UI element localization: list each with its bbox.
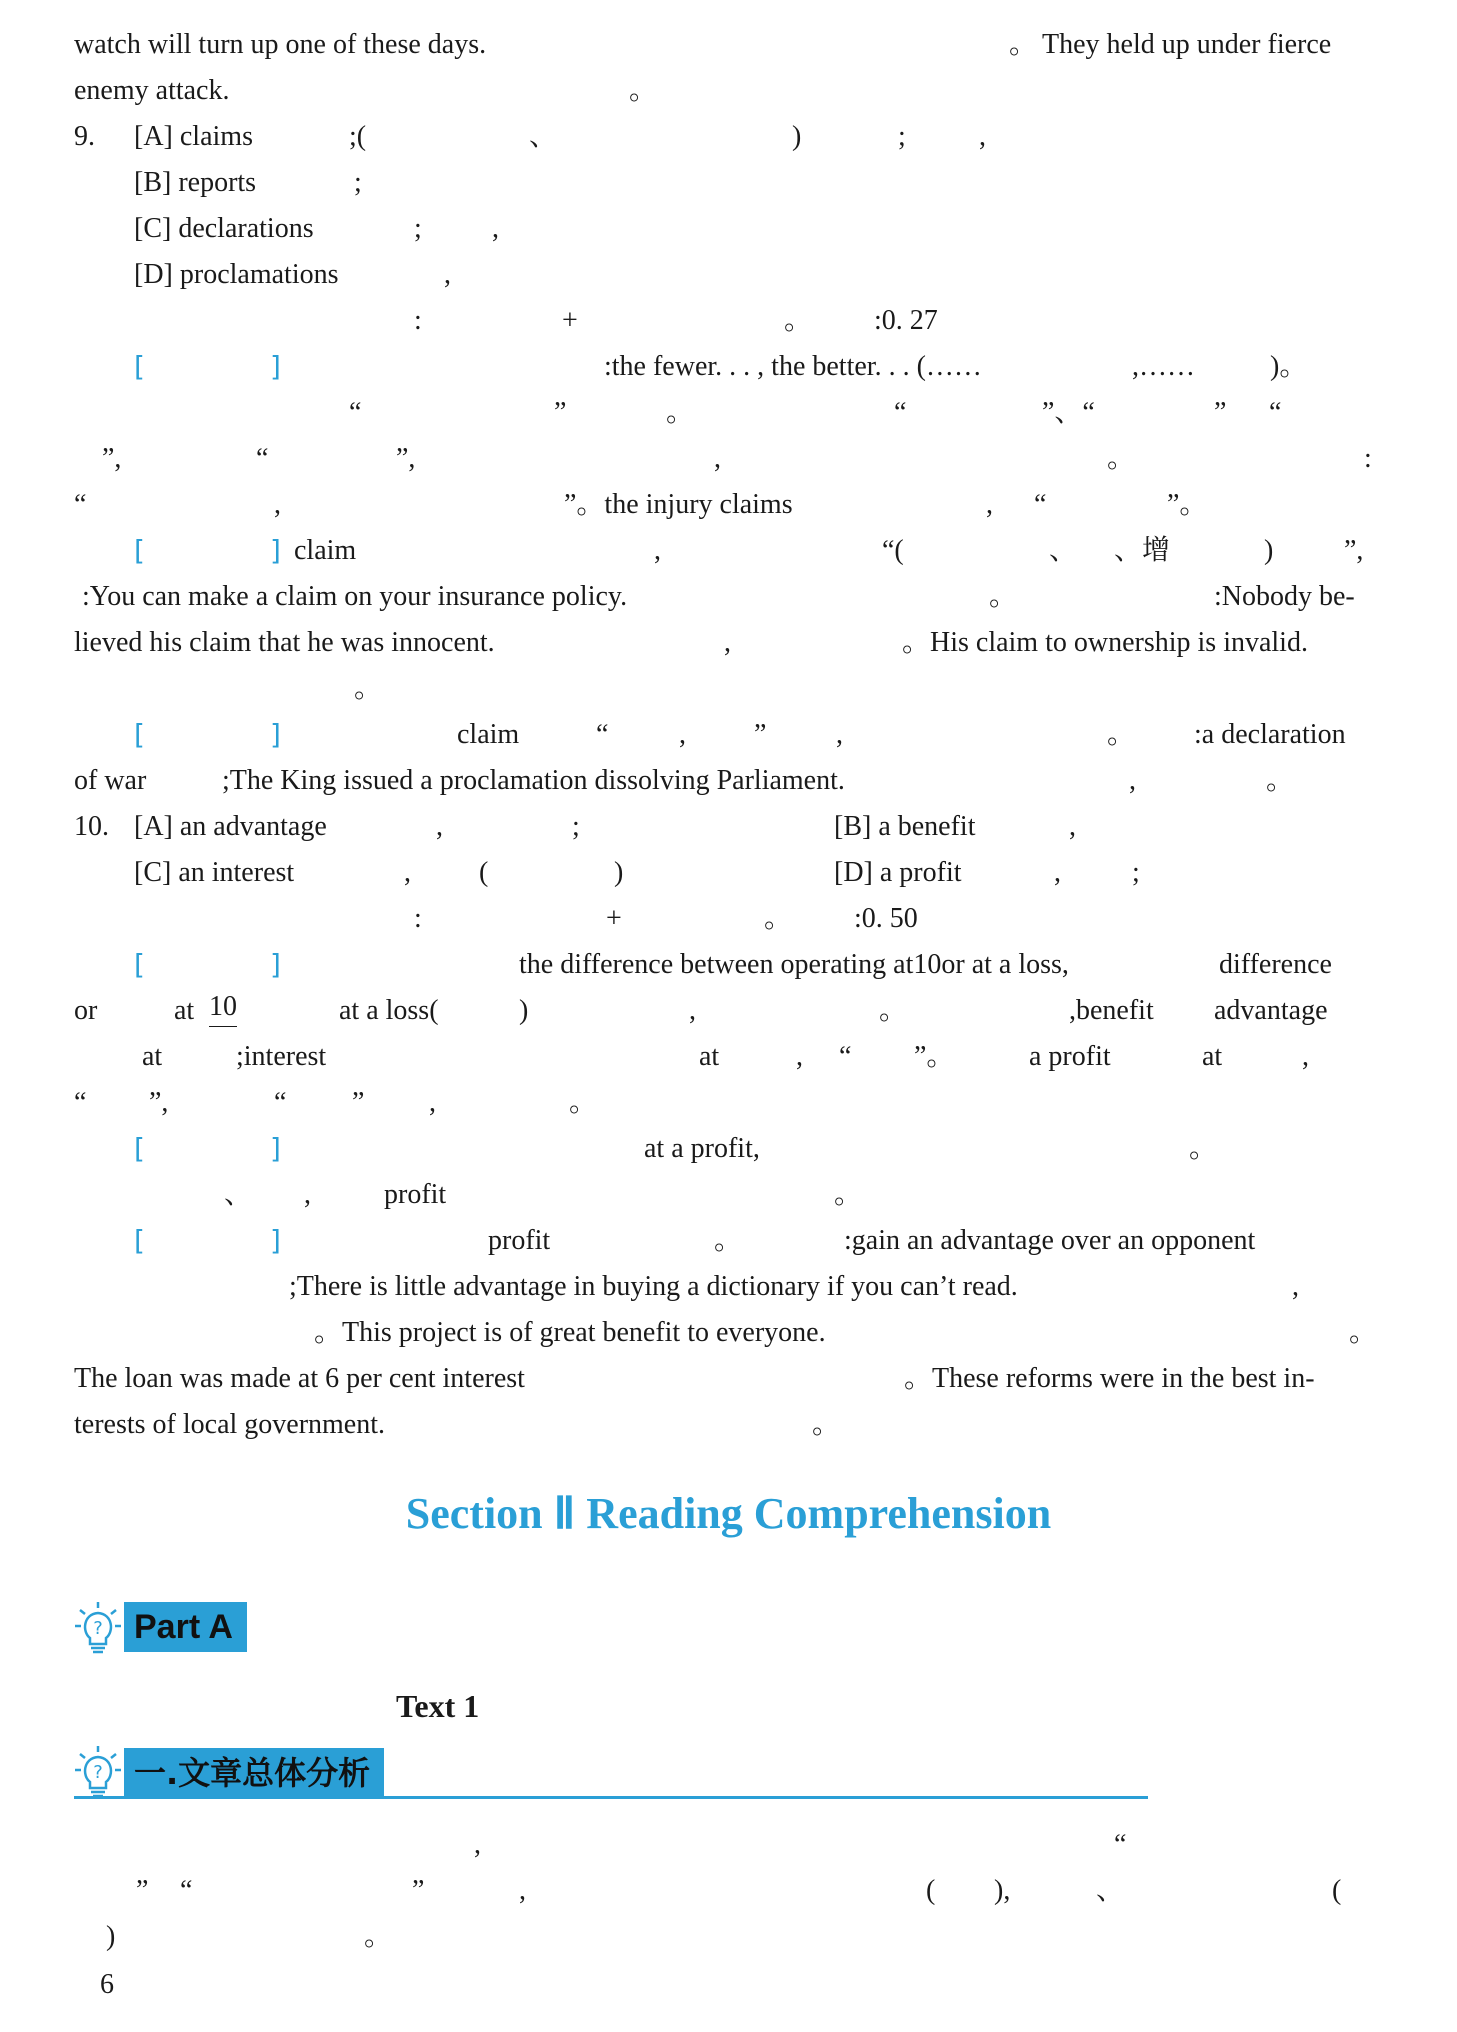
text-span: at <box>699 1041 720 1072</box>
bracket-open: [ <box>134 1132 145 1165</box>
analysis-line <box>74 344 1390 390</box>
text-span: , <box>274 489 281 520</box>
text-line <box>74 22 1390 68</box>
text-line <box>74 666 1390 712</box>
text-line <box>74 1356 1390 1402</box>
bracket-close: ] <box>270 718 281 751</box>
text-span: 。 <box>834 1179 863 1210</box>
question-9-option-c <box>74 206 1390 252</box>
text-span: at a profit, <box>644 1133 760 1164</box>
question-9-option-d <box>74 252 1390 298</box>
page-number-line <box>74 1962 1390 2008</box>
text-line <box>74 574 1390 620</box>
text-span: difference <box>1219 949 1332 980</box>
text-span: profit <box>384 1179 447 1210</box>
text-span: 。This project is of great benefit to everyone. <box>314 1317 826 1348</box>
option-label: [D] proclamations <box>134 259 339 290</box>
accuracy-rate: :0. 50 <box>854 903 918 934</box>
text-span: enemy attack. <box>74 75 230 106</box>
text-span: :gain an advantage over an opponent <box>844 1225 1256 1256</box>
option-label: [D] a profit <box>834 857 962 888</box>
text-span: “( <box>882 535 904 566</box>
option-label: [C] an interest <box>134 857 295 888</box>
text-span: , <box>429 1087 436 1118</box>
text-span: :the fewer. . . , the better. . . (…… <box>604 351 982 382</box>
text-span: 、 <box>1049 535 1078 566</box>
text-span: “ <box>180 1875 193 1906</box>
text-span: 。 <box>714 1225 743 1256</box>
text-span: 。 <box>354 673 383 704</box>
text-line <box>74 68 1390 114</box>
bracket-close: ] <box>270 350 281 383</box>
text-span: ”。 <box>914 1041 955 1072</box>
text-span: :You can make a claim on your insurance policy. <box>82 581 628 612</box>
text-line <box>74 390 1390 436</box>
text-span: ”, <box>102 443 122 474</box>
text-span: , <box>519 1875 526 1906</box>
text-span: , <box>979 121 986 152</box>
text-span: :a declaration <box>1194 719 1346 750</box>
svg-text:?: ? <box>93 1618 103 1639</box>
question-10-options-cd <box>74 850 1390 896</box>
text-span: “ <box>74 489 87 520</box>
bracket-open: [ <box>134 948 145 981</box>
text-span: + <box>562 305 578 336</box>
text-span: ” <box>412 1875 425 1906</box>
text-span: 。 <box>1349 1317 1378 1348</box>
question-9-option-a <box>74 114 1390 160</box>
text-span: “ <box>839 1041 852 1072</box>
text-line <box>74 758 1390 804</box>
text-line <box>74 1034 1390 1080</box>
stats-line <box>74 896 1390 942</box>
text-span: 。 <box>784 305 813 336</box>
text-span: ; <box>354 167 362 198</box>
text-span: 。 <box>666 397 695 428</box>
text-span: ) <box>614 857 624 888</box>
text-span: “ <box>1269 397 1282 428</box>
option-label: [A] an advantage <box>134 811 327 842</box>
text-span: advantage <box>1214 995 1328 1026</box>
text-heading: Text 1 <box>396 1688 480 1724</box>
text-span: 。 <box>1107 443 1136 474</box>
answer-blank: 10 <box>209 988 237 1027</box>
text-span: , <box>404 857 411 888</box>
text-span: ” <box>136 1875 149 1906</box>
text-span: + <box>606 903 622 934</box>
text-span: : <box>414 305 422 336</box>
option-label: [C] declarations <box>134 213 314 244</box>
section-title: Section Ⅱ Reading Comprehension <box>405 1489 1052 1538</box>
text-line <box>74 1080 1390 1126</box>
text-span: “ <box>894 397 907 428</box>
text-span: ” <box>1214 397 1227 428</box>
text-span: 。 <box>879 995 908 1026</box>
text-span: They held up under fierce <box>1042 29 1332 60</box>
text-span: ) <box>519 995 529 1026</box>
text-span: 、 <box>224 1179 253 1210</box>
text-span: “ <box>274 1087 287 1118</box>
bracket-open: [ <box>134 1224 145 1257</box>
text-span: , <box>492 213 499 244</box>
text-span: “ <box>74 1087 87 1118</box>
text-span: 。 <box>1107 719 1136 750</box>
text-span: , <box>1054 857 1061 888</box>
text-span: , <box>436 811 443 842</box>
text-line <box>74 620 1390 666</box>
text-span: a profit <box>1029 1041 1111 1072</box>
bracket-close: ] <box>270 1132 281 1165</box>
text-span: )。 <box>1270 351 1308 382</box>
text-span: 。These reforms were in the best in- <box>904 1363 1315 1394</box>
text-span: , <box>1292 1271 1299 1302</box>
text-line <box>74 1914 1390 1960</box>
text-span: : <box>1364 443 1372 474</box>
text-span: , <box>1129 765 1136 796</box>
question-number: 10. <box>74 811 109 842</box>
analysis-line <box>74 1126 1390 1172</box>
text-span: , <box>724 627 731 658</box>
text-span: 。 <box>764 903 793 934</box>
text-span: 、 <box>1096 1875 1125 1906</box>
text-span: , <box>689 995 696 1026</box>
text-span: claim <box>457 719 520 750</box>
text-span: 。 <box>629 75 658 106</box>
text-span: 。 <box>1009 29 1038 60</box>
stats-line <box>74 298 1390 344</box>
analysis-line <box>74 942 1390 988</box>
question-9-option-b <box>74 160 1390 206</box>
text-span: ; <box>572 811 580 842</box>
bracket-close: ] <box>270 1224 281 1257</box>
text-span: ;( <box>349 121 367 152</box>
text-span: 、增 <box>1114 535 1171 566</box>
text-span: ) <box>106 1921 116 1952</box>
text-line <box>74 1868 1390 1914</box>
page-number: 6 <box>100 1969 114 2000</box>
text-span: ,benefit <box>1069 995 1154 1026</box>
text-line <box>74 436 1390 482</box>
text-span: 。 <box>1189 1133 1218 1164</box>
text-span: “ <box>256 443 269 474</box>
text-span: :Nobody be- <box>1214 581 1355 612</box>
text-span: ( <box>479 857 489 888</box>
text-span: ( <box>926 1875 936 1906</box>
text-span: ”, <box>1344 535 1364 566</box>
text-span: , <box>444 259 451 290</box>
svg-text:?: ? <box>93 1762 103 1783</box>
text-span: ” <box>754 719 767 750</box>
text-span: ) <box>1264 535 1274 566</box>
text-span: , <box>1069 811 1076 842</box>
bracket-close: ] <box>270 948 281 981</box>
text-line <box>74 1310 1390 1356</box>
text-span: ”, <box>396 443 416 474</box>
question-number: 9. <box>74 121 95 152</box>
analysis-line <box>74 712 1390 758</box>
text-span: lieved his claim that he was innocent. <box>74 627 495 658</box>
text-span: 。 <box>364 1921 393 1952</box>
part-a-tag: Part A <box>124 1602 247 1652</box>
text-span: The loan was made at 6 per cent interest <box>74 1363 525 1394</box>
analysis-tag: 一.文章总体分析 <box>124 1748 384 1798</box>
text-span: ; <box>1132 857 1140 888</box>
text-span: ;The King issued a proclamation dissolving Parliament. <box>222 765 845 796</box>
text-span: , <box>796 1041 803 1072</box>
text-span: profit <box>488 1225 551 1256</box>
lightbulb-icon <box>74 1744 122 1800</box>
text-span: 。 <box>569 1087 598 1118</box>
bracket-open: [ <box>134 350 145 383</box>
text-span: ), <box>994 1875 1011 1906</box>
text-span: at <box>142 1041 163 1072</box>
bracket-close: ] <box>270 534 281 567</box>
option-label: [A] claims <box>134 121 253 152</box>
text-span: “ <box>1114 1829 1127 1860</box>
text-span: at <box>1202 1041 1223 1072</box>
text-span: ;interest <box>236 1041 327 1072</box>
text-span: watch will turn up one of these days. <box>74 29 487 60</box>
text-span: ”、“ <box>1042 397 1095 428</box>
bracket-open: [ <box>134 718 145 751</box>
text-span: ( <box>1332 1875 1342 1906</box>
divider <box>74 1796 1148 1799</box>
option-label: [B] a benefit <box>834 811 976 842</box>
text-span: of war <box>74 765 147 796</box>
text-line <box>74 1402 1390 1448</box>
lightbulb-icon <box>74 1600 122 1656</box>
text-line <box>74 1172 1390 1218</box>
accuracy-rate: :0. 27 <box>874 305 938 336</box>
text-span: “ <box>596 719 609 750</box>
analysis-line <box>74 1218 1390 1264</box>
text-span: or <box>74 995 98 1026</box>
text-span: , <box>1302 1041 1309 1072</box>
text-span: ”, <box>149 1087 169 1118</box>
text-span: at a loss( <box>339 995 439 1026</box>
text-span: ” <box>352 1087 365 1118</box>
text-span: ”。the injury claims <box>564 489 793 520</box>
bracket-open: [ <box>134 534 145 567</box>
text-span: : <box>414 903 422 934</box>
text-span: 。His claim to ownership is invalid. <box>902 627 1308 658</box>
text-span: 。 <box>812 1409 841 1440</box>
text-span: , <box>474 1829 481 1860</box>
text-span: ;There is little advantage in buying a dictionary if you can’t read. <box>289 1271 1018 1302</box>
text-span: ”。 <box>1167 489 1208 520</box>
text-span: , <box>714 443 721 474</box>
text-span: claim <box>294 535 357 566</box>
text-span: terests of local government. <box>74 1409 386 1440</box>
text-span: “ <box>1034 489 1047 520</box>
text-span: , <box>679 719 686 750</box>
text-span: ) <box>792 121 802 152</box>
text-span: ” <box>554 397 567 428</box>
text-span: , <box>304 1179 311 1210</box>
text-span: 。 <box>1266 765 1295 796</box>
text-span: ; <box>898 121 906 152</box>
text-span: at <box>174 995 195 1026</box>
text-span: 、 <box>529 121 558 152</box>
text-span: 。 <box>989 581 1018 612</box>
text-span: , <box>986 489 993 520</box>
text-line <box>74 988 1390 1034</box>
text-span: , <box>836 719 843 750</box>
text-span: the difference between operating at10or at a loss, <box>519 949 1069 980</box>
text-span: ; <box>414 213 422 244</box>
text-span: , <box>654 535 661 566</box>
question-10-options-ab <box>74 804 1390 850</box>
analysis-line <box>74 528 1390 574</box>
text-line <box>74 482 1390 528</box>
text-line <box>74 1264 1390 1310</box>
text-line <box>74 1822 1390 1868</box>
option-label: [B] reports <box>134 167 257 198</box>
text-span: “ <box>349 397 362 428</box>
text-span: ,…… <box>1132 351 1195 382</box>
